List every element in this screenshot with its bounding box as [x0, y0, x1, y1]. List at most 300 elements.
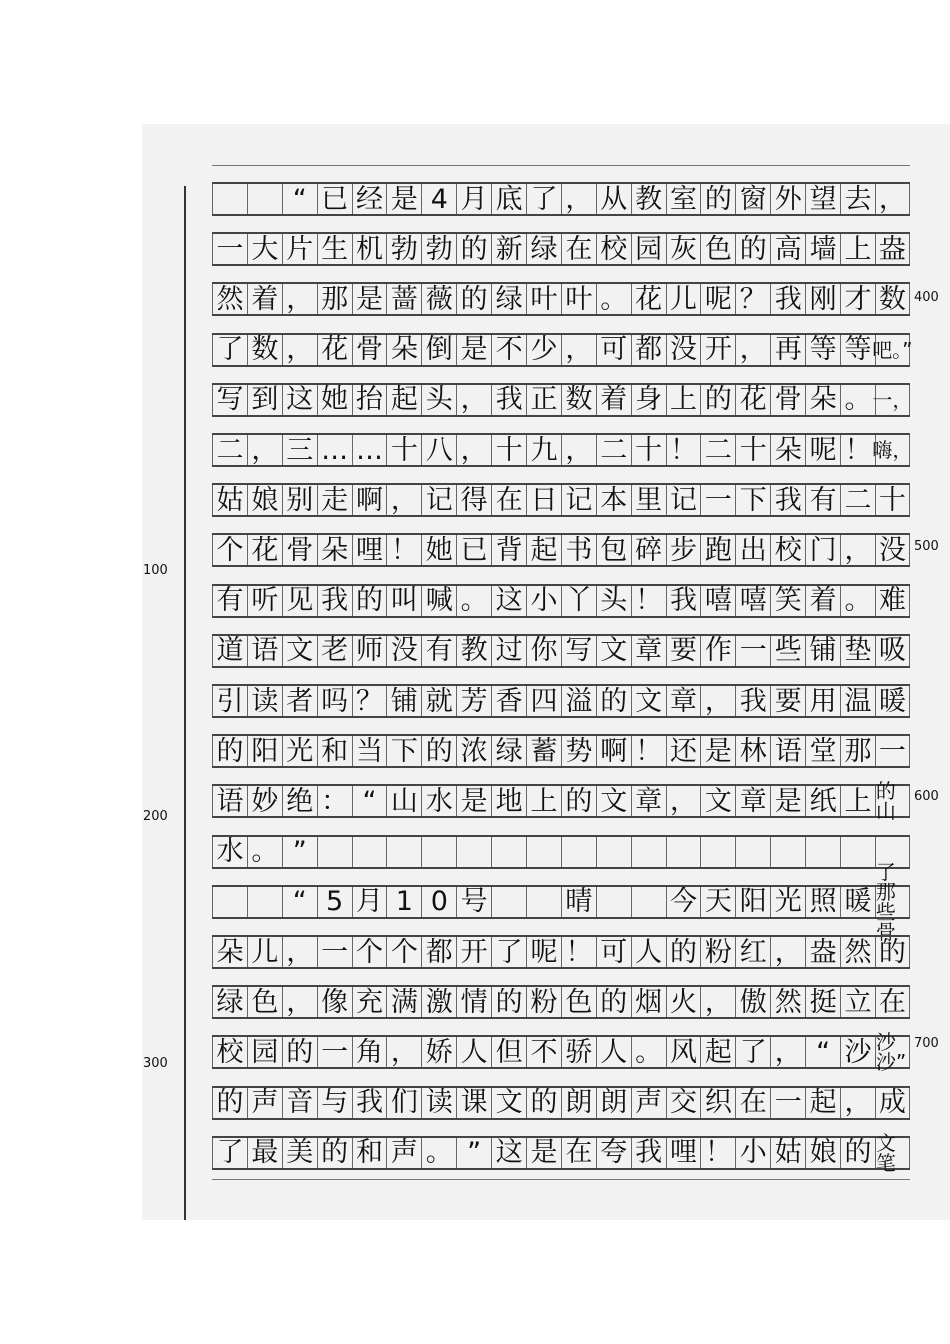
grid-cell: 四: [526, 686, 561, 716]
grid-cell: 人: [456, 1037, 491, 1067]
grid-cell: 我: [770, 485, 805, 515]
grid-cell: 铺: [805, 636, 840, 666]
grid-cell: 的: [596, 686, 631, 716]
grid-cell: 然: [770, 987, 805, 1017]
grid-cell: 碎: [631, 535, 666, 565]
grid-cell: 姑: [770, 1138, 805, 1168]
grid-cell: 机: [352, 234, 387, 264]
grid-cell: 是: [700, 736, 735, 766]
grid-cell: ，: [282, 335, 317, 365]
grid-cell: 的: [456, 284, 491, 314]
grid-cell: ，: [561, 335, 596, 365]
grid-cell: 跑: [700, 535, 735, 565]
grid-cell: 人: [631, 937, 666, 967]
grid-cell: 底: [491, 184, 526, 214]
left-count-100: 100: [143, 563, 168, 578]
grid-cell: 沙: [840, 1037, 875, 1067]
grid-cell: 过: [491, 636, 526, 666]
grid-cell: 二: [212, 435, 247, 465]
grid-cell: 片: [282, 234, 317, 264]
grid-cell: 这: [491, 586, 526, 616]
grid-cell: 开: [700, 335, 735, 365]
grid-cell: 我: [770, 284, 805, 314]
right-count-400: 400: [914, 290, 939, 305]
grid-cell: 音: [282, 1088, 317, 1118]
grid-cell: 是: [770, 786, 805, 816]
grid-cell: 起: [526, 535, 561, 565]
grid-cell: ！: [631, 586, 666, 616]
grid-cell: 还: [666, 736, 701, 766]
grid-cell: 最: [247, 1138, 282, 1168]
grid-cell: 蔷: [386, 284, 421, 314]
grid-cell: [526, 837, 561, 867]
grid-cell: 在: [875, 987, 910, 1017]
grid-cell: 声: [631, 1088, 666, 1118]
grid-cell: 姑: [212, 485, 247, 515]
grid-cell: 正: [526, 385, 561, 415]
grid-cell: 背: [491, 535, 526, 565]
grid-cell: 一: [700, 485, 735, 515]
grid-cell: 起: [700, 1037, 735, 1067]
grid-cell: 再: [770, 335, 805, 365]
grid-cell: 我: [735, 686, 770, 716]
grid-cell: [526, 887, 561, 917]
grid-cell: 头: [596, 586, 631, 616]
manuscript-row: [212, 282, 910, 316]
grid-cell: 二: [596, 435, 631, 465]
grid-cell: [700, 837, 735, 867]
grid-cell: 那: [317, 284, 352, 314]
grid-cell: ”: [456, 1138, 491, 1168]
grid-cell: ！: [840, 435, 875, 465]
grid-cell: [840, 837, 875, 867]
grid-cell: 章: [631, 786, 666, 816]
grid-cell: 风: [666, 1037, 701, 1067]
manuscript-row: [212, 433, 913, 467]
grid-cell: 绿: [526, 234, 561, 264]
grid-cell: 从: [596, 184, 631, 214]
grid-cell: 美: [282, 1138, 317, 1168]
grid-cell: 是: [352, 284, 387, 314]
grid-cell: ，: [840, 535, 875, 565]
grid-cell: 的: [596, 987, 631, 1017]
grid-cell: 身: [631, 385, 666, 415]
grid-cell: ，: [386, 485, 421, 515]
manuscript-row: [212, 232, 910, 266]
grid-cell: 师: [352, 636, 387, 666]
grid-cell: [491, 887, 526, 917]
grid-cell: 者: [282, 686, 317, 716]
grid-cell: 的: [352, 586, 387, 616]
grid-cell: 生: [317, 234, 352, 264]
grid-cell: 没: [666, 335, 701, 365]
grid-cell: ，: [700, 686, 735, 716]
grid-cell: 的: [212, 1088, 247, 1118]
grid-cell: 数: [875, 284, 910, 314]
grid-cell: [247, 184, 282, 214]
grid-cell: 花: [247, 535, 282, 565]
grid-cell: 娘: [247, 485, 282, 515]
grid-cell: 出: [735, 535, 770, 565]
grid-cell: 溢: [561, 686, 596, 716]
grid-cell: 三: [282, 435, 317, 465]
grid-cell: 都: [631, 335, 666, 365]
manuscript-row: [212, 584, 910, 618]
grid-cell: 不: [491, 335, 526, 365]
grid-cell: [631, 837, 666, 867]
grid-cell: [317, 837, 352, 867]
grid-cell: 大: [247, 234, 282, 264]
grid-cell: “: [282, 184, 317, 214]
grid-cell: 作: [700, 636, 735, 666]
grid-cell: 校: [212, 1037, 247, 1067]
grid-cell: 骄: [561, 1037, 596, 1067]
manuscript-row: [212, 1030, 910, 1075]
grid-cell: 5: [317, 887, 352, 917]
grid-cell: ，: [561, 435, 596, 465]
grid-cell: 都: [421, 937, 456, 967]
grid-cell: 个: [386, 937, 421, 967]
grid-cell: 上: [666, 385, 701, 415]
grid-cell: 。: [840, 586, 875, 616]
grid-cell: 一: [770, 1088, 805, 1118]
grid-cell: 当: [352, 736, 387, 766]
grid-cell: 数: [561, 385, 596, 415]
grid-cell: 章: [631, 636, 666, 666]
grid-cell: 红: [735, 937, 770, 967]
grid-cell: 别: [282, 485, 317, 515]
grid-cell: 文: [596, 786, 631, 816]
grid-cell: “: [805, 1037, 840, 1067]
grid-cell: 可: [596, 937, 631, 967]
grid-cell: [805, 837, 840, 867]
grid-cell: 晴: [561, 887, 596, 917]
grid-cell: 我: [317, 586, 352, 616]
grid-cell: 十: [631, 435, 666, 465]
grid-cell: [596, 837, 631, 867]
grid-cell: 已: [456, 535, 491, 565]
grid-cell: 用: [805, 686, 840, 716]
right-count-500: 500: [914, 539, 939, 554]
grid-cell: 的: [700, 184, 735, 214]
grid-cell: 月: [352, 887, 387, 917]
grid-cell: ，: [700, 987, 735, 1017]
grid-cell: 但: [491, 1037, 526, 1067]
grid-cell: 4: [421, 184, 456, 214]
grid-cell: ，: [386, 1037, 421, 1067]
grid-cell: 有: [805, 485, 840, 515]
grid-cell: 丫: [561, 586, 596, 616]
grid-cell: 1: [386, 887, 421, 917]
grid-cell: 本: [596, 485, 631, 515]
grid-cell: 一，: [875, 385, 910, 415]
grid-cell: ，: [282, 284, 317, 314]
grid-cell: 铺: [386, 686, 421, 716]
grid-cell: 情: [456, 987, 491, 1017]
grid-cell: [247, 887, 282, 917]
grid-cell: 声: [247, 1088, 282, 1118]
manuscript-row: [212, 333, 913, 367]
grid-cell: 已: [317, 184, 352, 214]
grid-cell: 就: [421, 686, 456, 716]
grid-cell: 少: [526, 335, 561, 365]
grid-cell: 写: [212, 385, 247, 415]
grid-cell: 呢: [805, 435, 840, 465]
grid-cell: 堂: [805, 736, 840, 766]
grid-cell: 起: [386, 385, 421, 415]
grid-cell: 成: [875, 1088, 910, 1118]
grid-cell: 色: [700, 234, 735, 264]
grid-cell: 的: [840, 1138, 875, 1168]
grid-cell: “: [352, 786, 387, 816]
grid-cell: 们: [386, 1088, 421, 1118]
grid-cell: 儿: [247, 937, 282, 967]
grid-cell: 势: [561, 736, 596, 766]
grid-cell: 0: [421, 887, 456, 917]
grid-cell: 上: [840, 786, 875, 816]
grid-cell: 朵: [805, 385, 840, 415]
grid-cell: 语: [770, 736, 805, 766]
grid-cell: [212, 887, 247, 917]
grid-cell: 不: [526, 1037, 561, 1067]
grid-cell: 文笔: [875, 1138, 910, 1168]
grid-cell: 然: [212, 284, 247, 314]
grid-cell: 可: [596, 335, 631, 365]
grid-cell: 下: [386, 736, 421, 766]
grid-cell: [770, 837, 805, 867]
grid-cell: 啊: [352, 485, 387, 515]
grid-cell: 挺: [805, 987, 840, 1017]
grid-cell: 灰: [666, 234, 701, 264]
grid-cell: 去: [840, 184, 875, 214]
grid-cell: 文: [700, 786, 735, 816]
grid-cell: 文: [491, 1088, 526, 1118]
grid-cell: 文: [596, 636, 631, 666]
grid-cell: 了那些骨: [875, 887, 910, 917]
grid-cell: 二: [840, 485, 875, 515]
grid-cell: ：: [317, 786, 352, 816]
grid-cell: 山: [386, 786, 421, 816]
grid-cell: 老: [317, 636, 352, 666]
grid-cell: 校: [596, 234, 631, 264]
grid-cell: 刚: [805, 284, 840, 314]
grid-cell: 门: [805, 535, 840, 565]
grid-cell: 这: [282, 385, 317, 415]
grid-cell: ！: [561, 937, 596, 967]
manuscript-row: [212, 684, 910, 718]
grid-cell: 朵: [770, 435, 805, 465]
grid-cell: 步: [666, 535, 701, 565]
grid-cell: 暖: [840, 887, 875, 917]
grid-cell: 儿: [666, 284, 701, 314]
grid-cell: ？: [735, 284, 770, 314]
grid-cell: 薇: [421, 284, 456, 314]
grid-cell: ，: [770, 937, 805, 967]
grid-cell: 室: [666, 184, 701, 214]
grid-cell: [596, 887, 631, 917]
grid-cell: 二: [700, 435, 735, 465]
grid-cell: 吗: [317, 686, 352, 716]
grid-cell: 沙沙”: [875, 1037, 910, 1067]
grid-cell: 下: [735, 485, 770, 515]
grid-cell: [212, 184, 247, 214]
grid-cell: 声: [386, 1138, 421, 1168]
grid-cell: 记: [666, 485, 701, 515]
grid-cell: 得: [456, 485, 491, 515]
grid-cell: ，: [840, 1088, 875, 1118]
manuscript-row: [212, 935, 910, 969]
grid-cell: 有: [421, 636, 456, 666]
grid-cell: 到: [247, 385, 282, 415]
grid-cell: 笑: [770, 586, 805, 616]
grid-cell: 立: [840, 987, 875, 1017]
grid-cell: 蓄: [526, 736, 561, 766]
grid-cell: 小: [735, 1138, 770, 1168]
grid-cell: 了: [735, 1037, 770, 1067]
grid-cell: “: [282, 887, 317, 917]
grid-cell: 吸: [875, 636, 910, 666]
grid-cell: 章: [666, 686, 701, 716]
grid-cell: 一: [212, 234, 247, 264]
grid-cell: 她: [421, 535, 456, 565]
grid-cell: 阳: [247, 736, 282, 766]
manuscript-row: [212, 483, 910, 517]
grid-cell: 难: [875, 586, 910, 616]
grid-cell: 花: [317, 335, 352, 365]
grid-cell: ，: [875, 184, 910, 214]
grid-cell: 香: [491, 686, 526, 716]
grid-cell: 起: [805, 1088, 840, 1118]
grid-cell: 走: [317, 485, 352, 515]
grid-cell: …: [317, 435, 352, 465]
grid-cell: 勃: [421, 234, 456, 264]
grid-cell: 见: [282, 586, 317, 616]
grid-cell: 十: [735, 435, 770, 465]
grid-cell: 在: [561, 1138, 596, 1168]
manuscript-row: [212, 734, 910, 768]
grid-cell: 林: [735, 736, 770, 766]
grid-cell: 的: [282, 1037, 317, 1067]
grid-cell: 叶: [526, 284, 561, 314]
grid-cell: 听: [247, 586, 282, 616]
grid-cell: 朵: [386, 335, 421, 365]
grid-cell: 绿: [212, 987, 247, 1017]
grid-cell: 经: [352, 184, 387, 214]
grid-cell: 一: [317, 937, 352, 967]
grid-cell: 夸: [596, 1138, 631, 1168]
grid-cell: ，: [456, 435, 491, 465]
grid-cell: 。: [596, 284, 631, 314]
grid-cell: 娘: [805, 1138, 840, 1168]
grid-cell: 哩: [666, 1138, 701, 1168]
grid-cell: 语: [247, 636, 282, 666]
grid-cell: 你: [526, 636, 561, 666]
grid-cell: 火: [666, 987, 701, 1017]
grid-cell: 文: [282, 636, 317, 666]
grid-cell: 勃: [386, 234, 421, 264]
grid-cell: 她: [317, 385, 352, 415]
grid-cell: 外: [770, 184, 805, 214]
manuscript-row: [212, 779, 910, 824]
grid-cell: ！: [386, 535, 421, 565]
grid-cell: 。: [247, 837, 282, 867]
grid-cell: 傲: [735, 987, 770, 1017]
grid-cell: 朵: [212, 937, 247, 967]
grid-cell: ”: [282, 837, 317, 867]
grid-cell: 照: [805, 887, 840, 917]
grid-cell: ，: [247, 435, 282, 465]
grid-cell: 妙: [247, 786, 282, 816]
margin-line: [184, 186, 186, 1220]
grid-cell: 小: [526, 586, 561, 616]
grid-cell: 高: [770, 234, 805, 264]
grid-cell: 等: [805, 335, 840, 365]
grid-cell: 天: [700, 887, 735, 917]
manuscript-row: [212, 634, 910, 668]
grid-cell: 粉: [526, 987, 561, 1017]
grid-cell: 我: [352, 1088, 387, 1118]
grid-cell: 绿: [491, 736, 526, 766]
grid-cell: 粉: [700, 937, 735, 967]
grid-cell: 垫: [840, 636, 875, 666]
grid-cell: 纸: [805, 786, 840, 816]
grid-cell: 今: [666, 887, 701, 917]
grid-cell: 日: [526, 485, 561, 515]
grid-cell: [386, 837, 421, 867]
grid-cell: 校: [770, 535, 805, 565]
grid-cell: 记: [561, 485, 596, 515]
grid-cell: 呢: [526, 937, 561, 967]
grid-cell: 。: [456, 586, 491, 616]
grid-cell: 墙: [805, 234, 840, 264]
grid-cell: 的: [212, 736, 247, 766]
grid-cell: 了: [212, 335, 247, 365]
grid-cell: 引: [212, 686, 247, 716]
grid-cell: 是: [456, 335, 491, 365]
right-count-600: 600: [914, 789, 939, 804]
grid-cell: ，: [770, 1037, 805, 1067]
grid-cell: 娇: [421, 1037, 456, 1067]
grid-cell: 色: [247, 987, 282, 1017]
grid-cell: 像: [317, 987, 352, 1017]
grid-cell: 啊: [596, 736, 631, 766]
grid-cell: 在: [491, 485, 526, 515]
grid-cell: 一: [875, 736, 910, 766]
grid-cell: 的: [456, 234, 491, 264]
grid-cell: [456, 837, 491, 867]
grid-cell: 包: [596, 535, 631, 565]
grid-cell: 骨: [282, 535, 317, 565]
grid-cell: 水: [421, 786, 456, 816]
grid-cell: [491, 837, 526, 867]
grid-cell: 我: [666, 586, 701, 616]
grid-cell: 才: [840, 284, 875, 314]
grid-cell: 充: [352, 987, 387, 1017]
grid-cell: 书: [561, 535, 596, 565]
grid-cell: 着: [805, 586, 840, 616]
grid-cell: 抬: [352, 385, 387, 415]
grid-cell: 芳: [456, 686, 491, 716]
grid-cell: 地: [491, 786, 526, 816]
grid-cell: 一: [317, 1037, 352, 1067]
grid-cell: 八: [421, 435, 456, 465]
grid-cell: 骨: [770, 385, 805, 415]
grid-cell: 新: [491, 234, 526, 264]
grid-cell: 了: [212, 1138, 247, 1168]
grid-cell: …: [352, 435, 387, 465]
grid-cell: ！: [631, 736, 666, 766]
grid-cell: [561, 837, 596, 867]
